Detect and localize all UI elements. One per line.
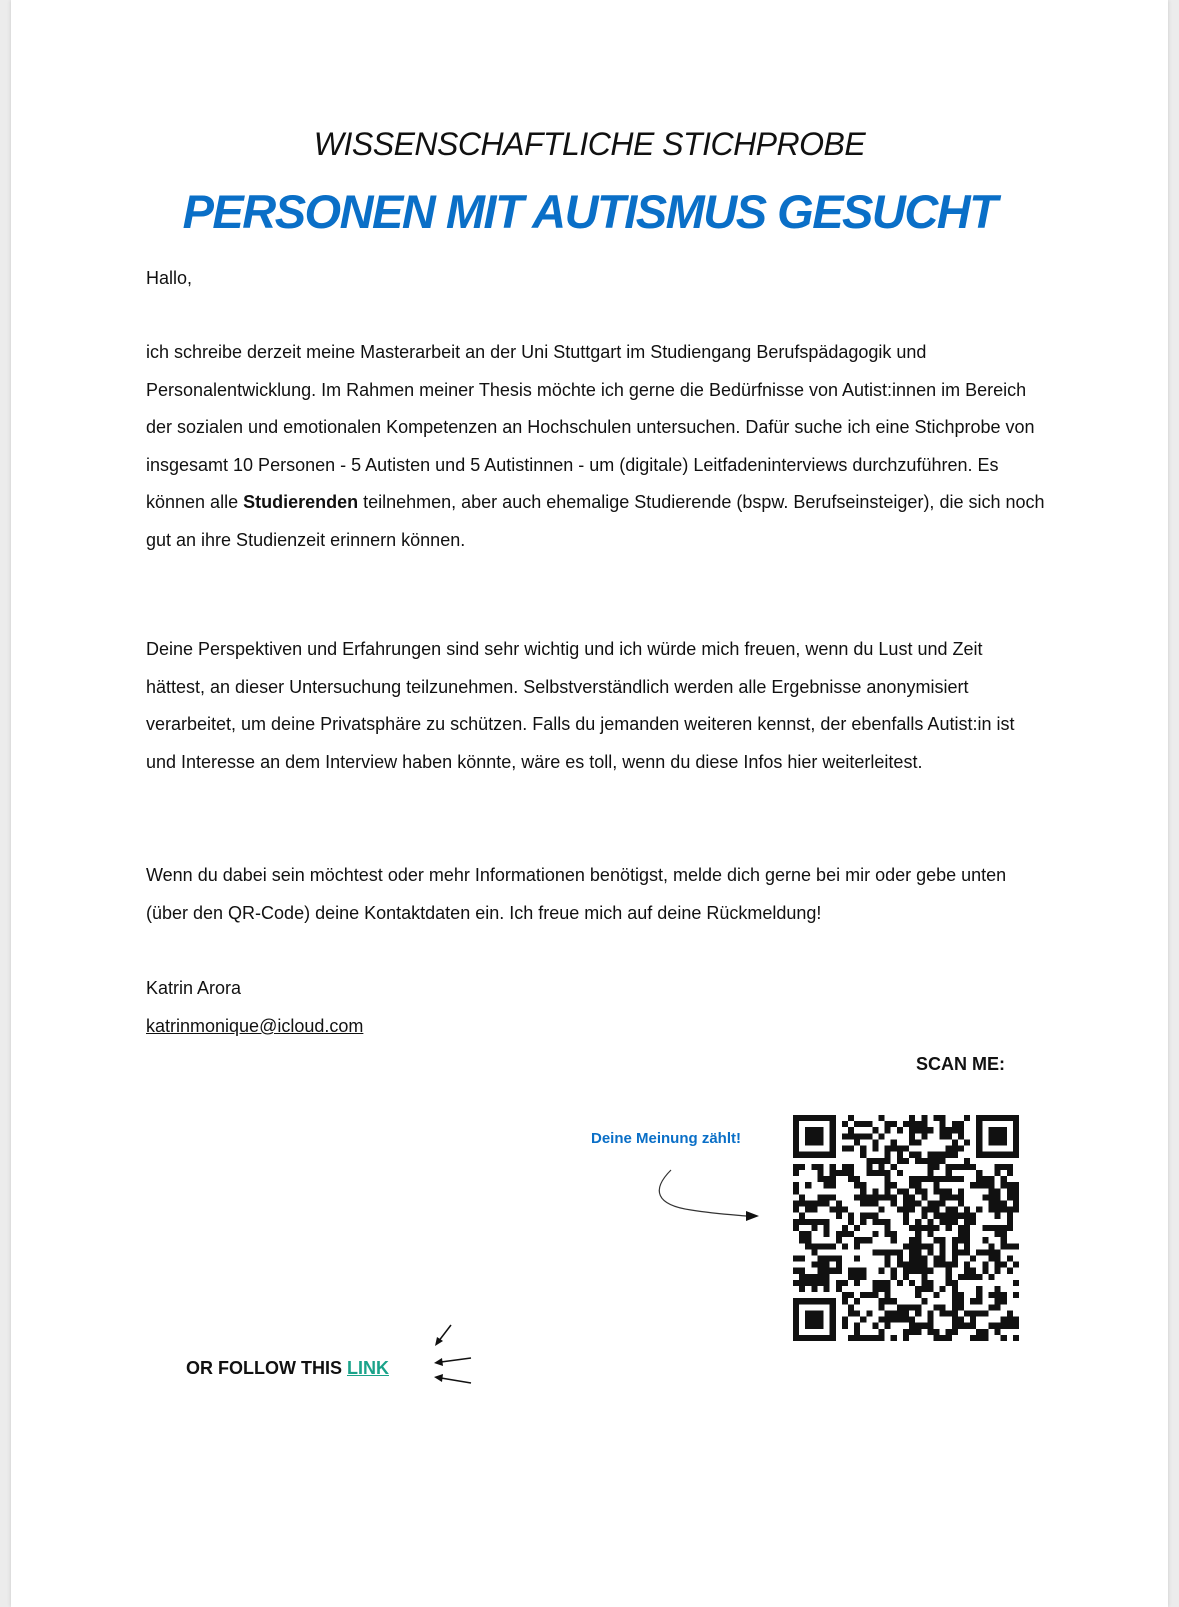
paragraph-contact: Wenn du dabei sein möchtest oder mehr Informationen benötigst, melde dich gerne bei mir oder gebe unten (über den QR-Code) deine Kontaktdaten ein. Ich freue mich auf deine Rückmeldung! xyxy=(146,865,1007,923)
curved-arrow-icon xyxy=(651,1160,771,1230)
document-page xyxy=(11,0,1168,1607)
callout-text: Deine Meinung zählt! xyxy=(591,1130,741,1147)
scan-me-label: SCAN ME: xyxy=(916,1054,1005,1074)
document-title: PERSONEN MIT AUTISMUS GESUCHT xyxy=(182,185,997,238)
paragraph-intro-text-1: ich schreibe derzeit meine Masterarbeit an der Uni Stuttgart im Studiengang Berufspädagogik und Personalentwicklung. Im Rahmen meiner Thesis möchte ich gerne die Bedürfnisse von Autist:innen im Bereich der sozialen und emotionalen Kompetenzen an Hochschulen untersuchen. Dafür suche ich eine Stichprobe von insgesamt 10 Personen - 5 Autisten und 5 Autistinnen - um (digitale) Leitfadeninterviews durchzuführen. Es können alle xyxy=(146,342,1035,513)
paragraph-intro-bold: Studierenden xyxy=(243,492,359,513)
qr-code-icon[interactable] xyxy=(793,1115,1019,1341)
follow-link-line xyxy=(186,1358,389,1379)
arrows-icon xyxy=(426,1320,486,1395)
document-subtitle: WISSENSCHAFTLICHE STICHPROBE xyxy=(313,126,866,162)
paragraph-perspectives: Deine Perspektiven und Erfahrungen sind sehr wichtig und ich würde mich freuen, wenn du Lust und Zeit hättest, an dieser Untersuchung teilzunehmen. Selbstverständlich werden alle Ergebnisse anonymisiert verarbeitet, um deine Privatsphäre zu schützen. Falls du jemanden weiteren kennst, der ebenfalls Autist:in ist und Interesse an dem Interview haben könnte, wäre es toll, wenn du diese Infos hier weiterleitest. xyxy=(146,639,1015,772)
signature-name: Katrin Arora xyxy=(146,978,242,998)
paragraph-intro xyxy=(146,334,1046,560)
follow-text: OR FOLLOW THIS xyxy=(186,1358,347,1378)
greeting: Hallo, xyxy=(146,268,193,288)
email-link[interactable]: katrinmonique@icloud.com xyxy=(146,1016,364,1036)
paragraph-intro-text-2: teilnehmen, aber auch ehemalige Studierende (bspw. Berufseinsteiger), die sich noch gut an ihre Studienzeit erinnern können. xyxy=(146,492,1045,550)
survey-link[interactable]: LINK xyxy=(346,1358,389,1378)
